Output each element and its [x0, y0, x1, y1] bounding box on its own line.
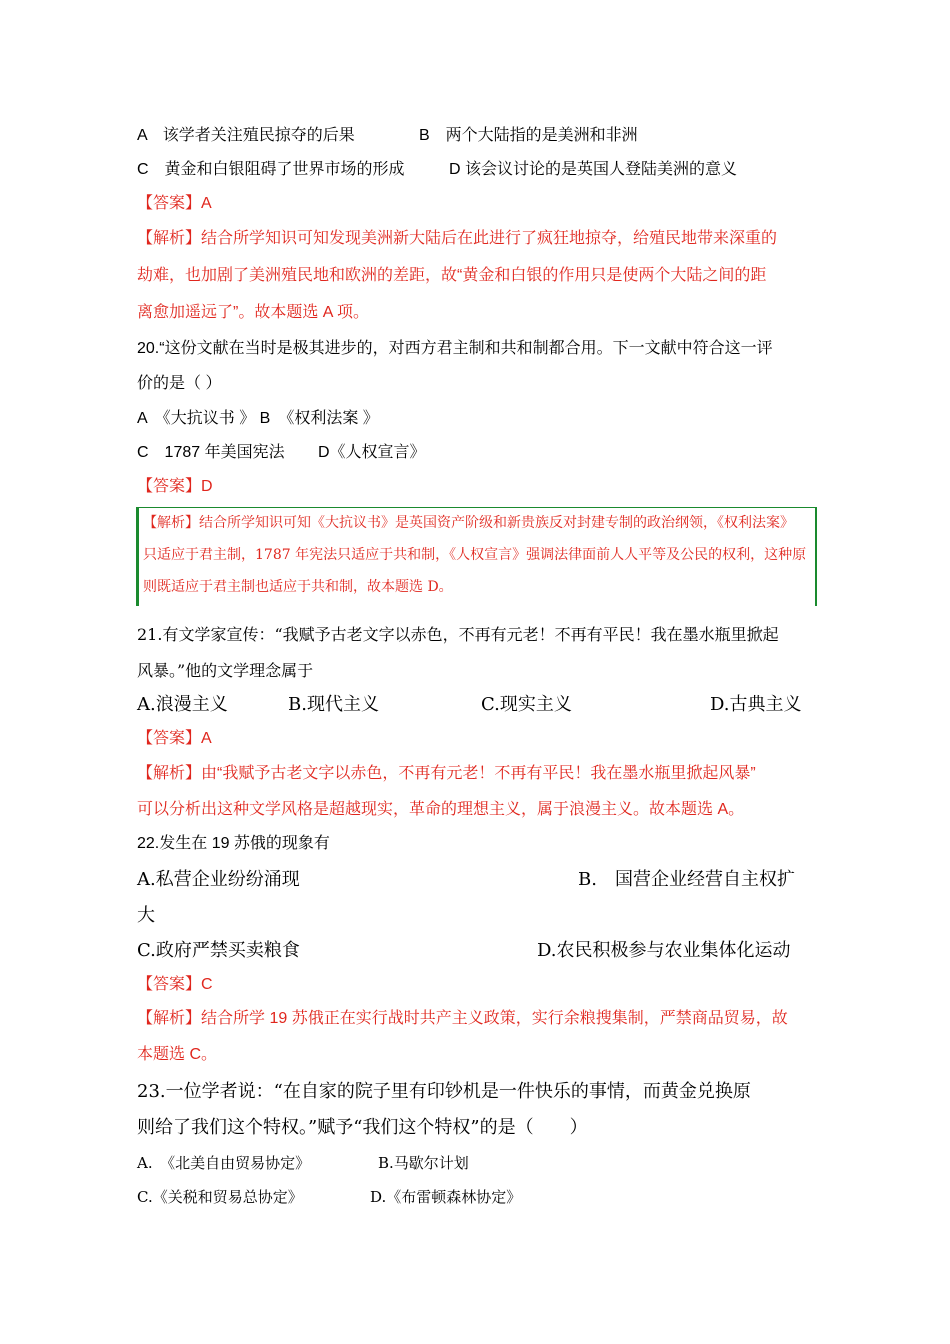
q22-stem: 22.发生在 19 苏俄的现象有: [137, 835, 330, 852]
q20-analysis-line: 只适应于君主制，1787 年宪法只适应于共和制，《人权宣言》强调法律面前人人平等及公民的权利，这种原: [143, 547, 807, 563]
q20-analysis-box: [136, 507, 817, 606]
q21-stem: 风暴。”他的文学理念属于: [137, 661, 314, 680]
q21-stem: 21.有文学家宣传：“我赋予古老文字以赤色，不再有元老！不再有平民！我在墨水瓶里掀起: [137, 625, 779, 644]
q23-option-d: D.《布雷顿森林协定》: [370, 1188, 522, 1206]
q20-options-ab: A 《大抗议书 》 B 《权利法案 》: [137, 410, 379, 427]
q22-option-b: B. 国营企业经营自主权扩: [578, 869, 795, 890]
q22-option-c: C.政府严禁买卖粮食: [137, 940, 300, 961]
q22-answer: 【答案】C: [137, 976, 213, 993]
q23-option-c: C.《关税和贸易总协定》: [137, 1188, 303, 1206]
q22-option-d: D.农民积极参与农业集体化运动: [537, 940, 791, 961]
q23-option-b: B.马歇尔计划: [378, 1154, 469, 1172]
q19-analysis-line: 离愈加遥远了”。故本题选 A 项。: [137, 304, 370, 321]
q21-analysis-line: 可以分析出这种文学风格是超越现实，革命的理想主义，属于浪漫主义。故本题选 A。: [137, 801, 745, 818]
q19-answer: 【答案】A: [137, 195, 212, 212]
q20-analysis-line: 则既适应于君主制也适应于共和制，故本题选 D。: [143, 579, 453, 595]
q19-option-b: B 两个大陆指的是美洲和非洲: [419, 127, 638, 144]
q20-analysis-line: 【解析】结合所学知识可知《大抗议书》是英国资产阶级和新贵族反对封建专制的政治纲领，《权利法案》: [143, 515, 794, 531]
q20-answer: 【答案】D: [137, 478, 213, 495]
q20-option-c: C 1787 年美国宪法: [137, 444, 285, 461]
q20-stem: 价的是（ ）: [137, 375, 222, 392]
q19-option-d: D 该会议讨论的是英国人登陆美洲的意义: [449, 161, 738, 178]
q19-option-a: A 该学者关注殖民掠夺的后果: [137, 127, 355, 144]
q20-option-d: D《人权宣言》: [318, 444, 426, 461]
q21-analysis-line: 【解析】由“我赋予古老文字以赤色，不再有元老！不再有平民！我在墨水瓶里掀起风暴”: [137, 765, 756, 782]
q21-option-c: C.现实主义: [481, 694, 572, 715]
q19-analysis-line: 劫难，也加剧了美洲殖民地和欧洲的差距，故“黄金和白银的作用只是使两个大陆之间的距: [137, 267, 767, 284]
q21-answer: 【答案】A: [137, 730, 212, 747]
q23-option-a: A. 《北美自由贸易协定》: [137, 1154, 311, 1172]
q23-stem: 23.一位学者说：“在自家的院子里有印钞机是一件快乐的事情，而黄金兑换原: [137, 1081, 751, 1102]
q22-option-a: A.私营企业纷纷涌现: [137, 869, 300, 890]
q21-option-b: B.现代主义: [288, 694, 379, 715]
q19-analysis-line: 【解析】结合所学知识可知发现美洲新大陆后在此进行了疯狂地掠夺，给殖民地带来深重的: [137, 230, 778, 247]
q20-stem: 20.“这份文献在当时是极其进步的，对西方君主制和共和制都合用。下一文献中符合这一评: [137, 340, 773, 357]
q22-option-b-continued: 大: [137, 905, 155, 926]
q21-option-d: D.古典主义: [710, 694, 802, 715]
q23-stem: 则给了我们这个特权。”赋予“我们这个特权”的是（ ）: [137, 1117, 588, 1138]
q21-option-a: A.浪漫主义: [137, 694, 228, 715]
q22-analysis-line: 本题选 C。: [137, 1046, 218, 1063]
q19-option-c: C 黄金和白银阻碍了世界市场的形成: [137, 161, 405, 178]
q22-analysis-line: 【解析】结合所学 19 苏俄正在实行战时共产主义政策，实行余粮搜集制，严禁商品贸易，故: [137, 1010, 788, 1027]
